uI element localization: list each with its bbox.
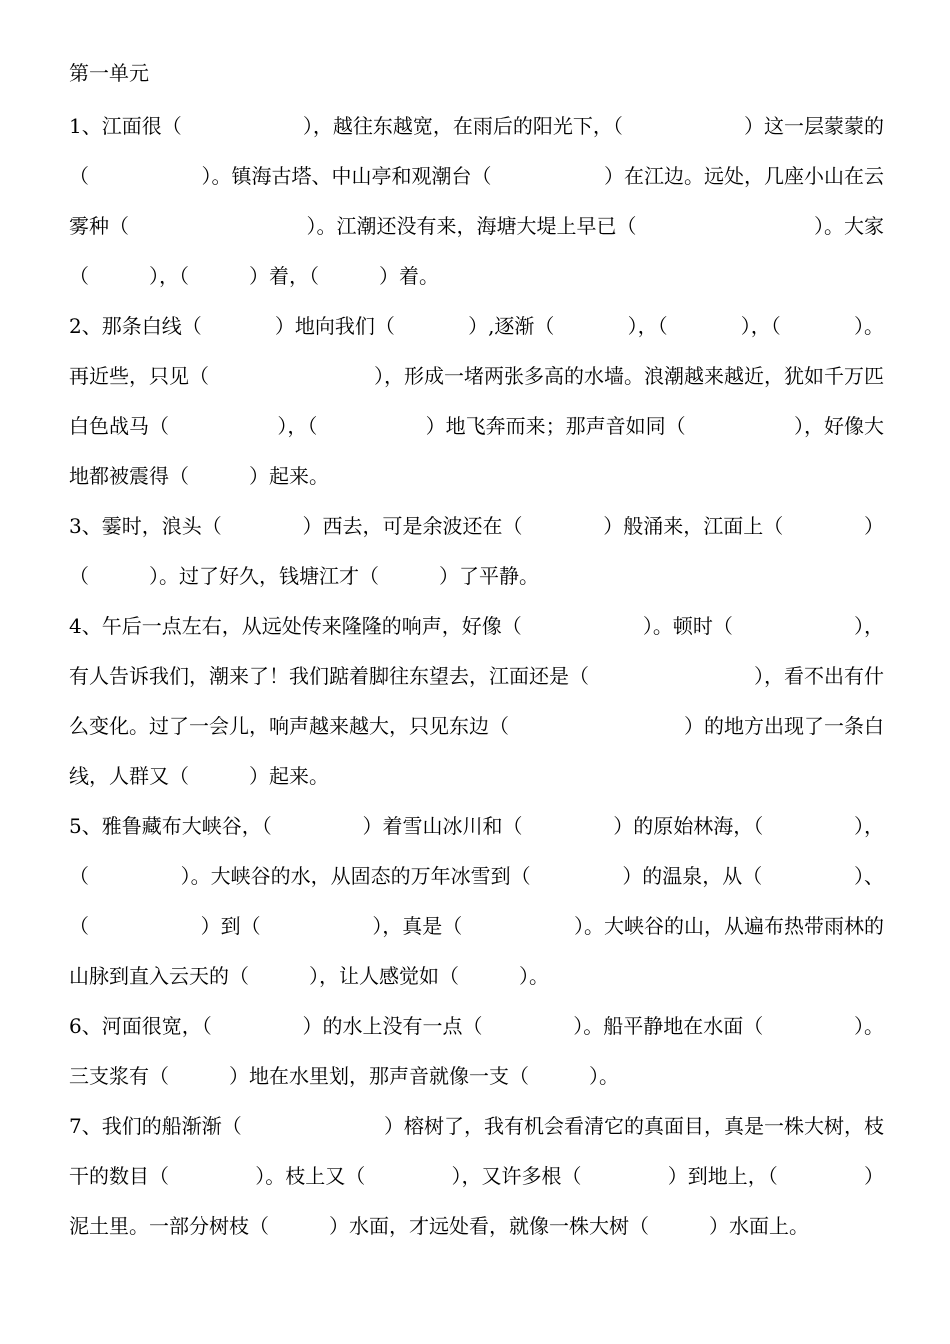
text-segment: ）。大峡谷的山，从遍布热带雨林的	[573, 913, 884, 938]
unit-heading: 第一单元	[69, 61, 149, 85]
text-segment: ），（	[627, 313, 668, 338]
text-segment: ）般涌来，江面上（	[603, 513, 784, 538]
text-segment: ）。	[519, 963, 549, 988]
text-line	[69, 759, 884, 789]
text-segment: 么变化。过了一会儿，响声越来越大，只见东边（	[69, 713, 509, 738]
text-segment: 干的数目（	[69, 1163, 169, 1188]
text-segment: ）在江边。远处，几座小山在云	[604, 163, 884, 188]
text-line	[69, 259, 884, 289]
text-segment: ）、	[853, 863, 884, 888]
text-segment: 2、那条白线（	[69, 313, 202, 338]
text-segment: ）地向我们（	[274, 313, 395, 338]
text-segment: ）,逐渐（	[468, 313, 555, 338]
text-segment: ）。枝上又（	[255, 1163, 366, 1188]
text-segment: 泥土里。一部分树枝（	[69, 1213, 269, 1238]
text-segment: ），（	[740, 313, 781, 338]
text-line	[69, 909, 884, 939]
text-segment: ）的温泉，从（	[622, 863, 763, 888]
text-segment: ）着，（	[249, 263, 319, 288]
text-line	[69, 359, 884, 389]
text-line	[69, 159, 884, 189]
text-segment: 1、江面很（	[69, 113, 182, 138]
text-segment: ）水面，才远处看，就像一株大树（	[329, 1213, 649, 1238]
text-segment: ）。江潮还没有来，海塘大堤上早已（	[306, 213, 637, 238]
text-segment: 5、雅鲁藏布大峡谷，（	[69, 813, 272, 838]
text-segment: ）。	[853, 313, 884, 338]
text-segment: 有人告诉我们，潮来了！我们踮着脚往东望去，江面还是（	[69, 663, 589, 688]
text-segment: ），越往东越宽，在雨后的阳光下，（	[302, 113, 623, 138]
text-segment: ），好像大	[793, 413, 884, 438]
text-line	[69, 559, 884, 589]
text-segment: （	[69, 913, 89, 938]
text-segment: ）。	[589, 1063, 619, 1088]
text-segment: ），（	[149, 263, 189, 288]
text-segment: 4、午后一点左右，从远处传来隆隆的响声，好像（	[69, 613, 522, 638]
text-segment: ）的水上没有一点（	[302, 1013, 483, 1038]
text-segment: ）地飞奔而来；那声音如同（	[425, 413, 686, 438]
text-line	[69, 859, 884, 889]
text-segment: ）榕树了，我有机会看清它的真面目，真是一株大树，枝	[384, 1113, 884, 1138]
text-line	[69, 1159, 884, 1189]
text-segment: ）。大家	[814, 213, 884, 238]
text-segment: ）。镇海古塔、中山亭和观潮台（	[201, 163, 492, 188]
text-segment: ）这一层蒙蒙的	[743, 113, 884, 138]
text-segment: ）。	[853, 1013, 884, 1038]
text-segment: ），（	[277, 413, 318, 438]
text-segment: ）到（	[200, 913, 261, 938]
text-segment: ）水面上。	[709, 1213, 809, 1238]
text-line	[69, 1059, 884, 1089]
text-segment: ）到地上，（	[667, 1163, 778, 1188]
text-line	[69, 509, 884, 539]
text-line	[69, 209, 884, 239]
text-segment: 再近些，只见（	[69, 363, 209, 388]
text-segment: ）	[864, 1163, 884, 1188]
text-segment: 3、霎时，浪头（	[69, 513, 222, 538]
text-segment: ），形成一堵两张多高的水墙。浪潮越来越近，犹如千万匹	[374, 363, 884, 388]
text-line	[69, 809, 884, 839]
text-segment: ）。过了好久，钱塘江才（	[149, 563, 379, 588]
text-segment: ）	[863, 513, 884, 538]
text-line	[69, 1009, 884, 1039]
text-line	[69, 659, 884, 689]
text-segment: （	[69, 863, 89, 888]
text-segment: 地都被震得（	[69, 463, 189, 488]
text-segment: ）。船平静地在水面（	[573, 1013, 764, 1038]
text-segment: 雾种（	[69, 213, 129, 238]
text-segment: 山脉到直入云天的（	[69, 963, 249, 988]
text-segment: ）起来。	[249, 763, 329, 788]
text-segment: ）。顿时（	[642, 613, 733, 638]
text-segment: ）地在水里划，那声音就像一支（	[229, 1063, 529, 1088]
text-segment: ）起来。	[249, 463, 329, 488]
text-line	[69, 709, 884, 739]
text-segment: 7、我们的船渐渐（	[69, 1113, 242, 1138]
text-segment: ），	[853, 813, 884, 838]
text-segment: （	[69, 263, 89, 288]
text-segment: ）的地方出现了一条白	[684, 713, 884, 738]
text-segment: ）。大峡谷的水，从固态的万年冰雪到（	[180, 863, 531, 888]
text-segment: ）的原始林海，（	[613, 813, 764, 838]
text-line	[69, 1209, 884, 1239]
text-segment: ），又许多根（	[451, 1163, 582, 1188]
text-segment: 6、河面很宽，（	[69, 1013, 212, 1038]
text-segment: 三支浆有（	[69, 1063, 169, 1088]
text-segment: 线，人群又（	[69, 763, 189, 788]
text-line	[69, 609, 884, 639]
text-line	[69, 109, 884, 139]
text-segment: （	[69, 563, 89, 588]
text-segment: ），	[853, 613, 884, 638]
text-line	[69, 459, 884, 489]
text-segment: ）西去，可是余波还在（	[302, 513, 523, 538]
text-line	[69, 959, 884, 989]
text-segment: ）着雪山冰川和（	[362, 813, 523, 838]
text-segment: ）着。	[379, 263, 439, 288]
text-segment: ），真是（	[372, 913, 463, 938]
text-segment: ），看不出有什	[754, 663, 884, 688]
text-line	[69, 1109, 884, 1139]
text-segment: ），让人感觉如（	[309, 963, 459, 988]
text-segment: ）了平静。	[439, 563, 539, 588]
text-line	[69, 309, 884, 339]
text-segment: 白色战马（	[69, 413, 169, 438]
text-segment: （	[69, 163, 89, 188]
text-line	[69, 409, 884, 439]
